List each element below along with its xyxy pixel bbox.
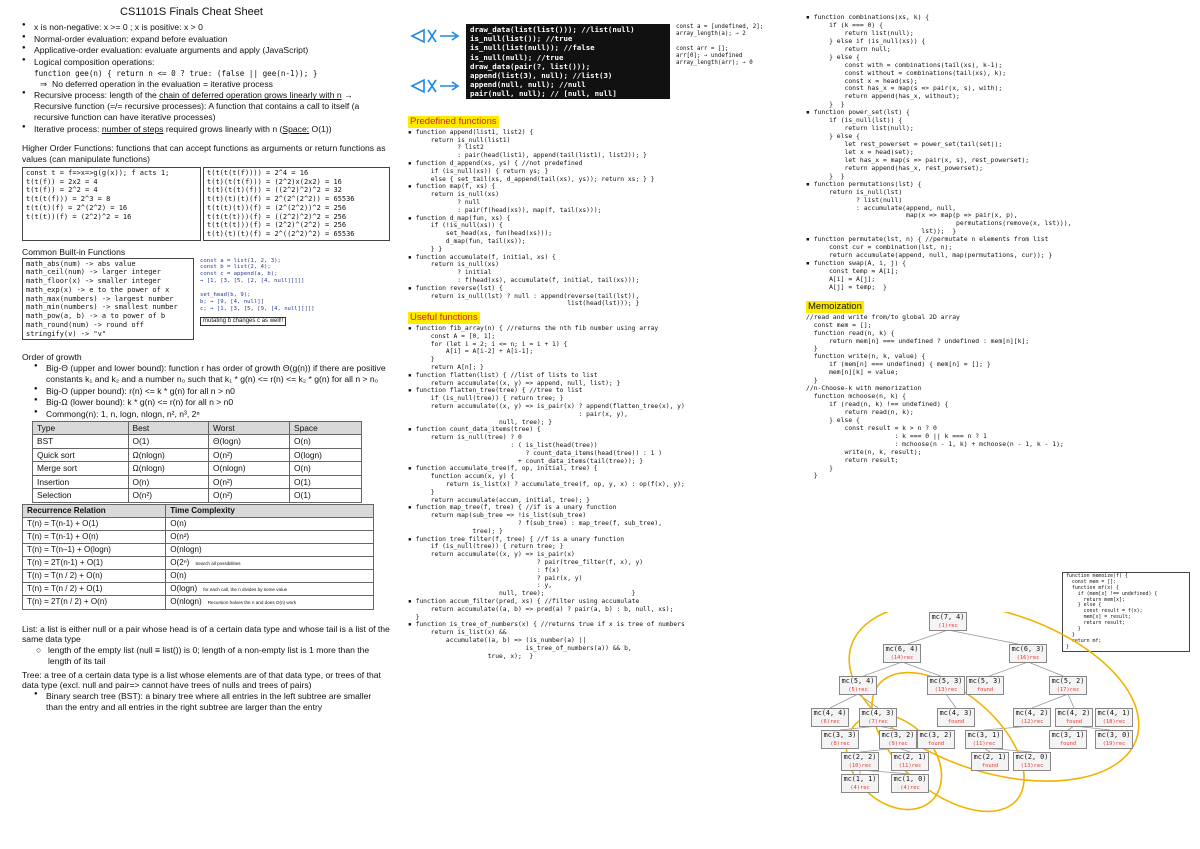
tree-node-rec: (10)rec [848, 763, 872, 769]
sort-table-cell: O(n²) [209, 489, 290, 503]
iterative-text-c: O(1)) [309, 123, 332, 134]
tree-node-rec: (13)rec [934, 687, 958, 693]
tree-node-rec: (4)rec [850, 785, 870, 791]
sort-table-cell: BST [33, 435, 129, 449]
memoize-box: function memoize(f) { const mem = []; function mf(x) { if (mem[x] !== undefined) { return mem[x]; } else { const result = f(x); mem[x] = result; return result; } } return mf; } [1062, 572, 1190, 652]
complexity-note: for each call, the n divides by some value [203, 587, 288, 593]
tree-node-rec: found [1065, 719, 1083, 725]
tree-node-rec: (9)rec [888, 741, 908, 747]
hof-box-left: const t = f=>x=>g(g(x)); f acts 1; t(t(f)) = 2x2 = 4 t(t(f)) = 2^2 = 4 t(t(t(f))) = 2^3 = 8 t(t(t)(f) = 2^(2^2) = 16 t(t(t))(f) = (2^2)^2 = 16 [22, 167, 201, 241]
bullet-nonnegative: ● x is non-negative: x >= 0 ; x is positive: x > 0 [22, 22, 390, 33]
builtin-side-note: mutating b changes c as well!! [200, 317, 286, 327]
tree-node-label: mc(1, 0) [893, 775, 927, 783]
iterative-space-label: Space: [282, 123, 310, 134]
recurrence-table-row [23, 557, 374, 570]
tree-node-label: mc(3, 3) [823, 731, 857, 739]
list-definition [22, 624, 390, 667]
sort-table-cell: O(1) [128, 435, 209, 449]
tree-node-label: mc(3, 2) [881, 731, 915, 739]
tree-node-rec: found [1059, 741, 1077, 747]
bullet-applicative-order: ● Applicative-order evaluation: evaluate arguments and apply (JavaScript) [22, 45, 390, 56]
list-sub-text: length of the empty list (null ≡ list()) is 0; length of a non-empty list is 1 more than the length of its tail [48, 645, 370, 666]
iterative-text-underlined: number of steps [101, 123, 164, 134]
tree-node-label: mc(2, 0) [1015, 753, 1049, 761]
sort-table-cell: O(n²) [209, 448, 290, 462]
bullet-logical-ops [22, 57, 390, 89]
sort-table-row [33, 462, 362, 476]
complexity-value: O(n) [170, 518, 187, 528]
gee-note: No deferred operation in the evaluation = iterative process [51, 78, 273, 89]
tree-node [1013, 752, 1051, 771]
recurrence-table-row [23, 570, 374, 583]
arrow-icon: ⇒ [40, 78, 52, 89]
tree-node-rec: (4)rec [900, 785, 920, 791]
complexity-value: O(n²) [170, 531, 190, 541]
sort-table-cell: O(n²) [128, 489, 209, 503]
order-bullet-theta: ● Big-Θ (upper and lower bound): function r has order of growth Θ(g(n)) if there are positive constants k₁ and k₂ and a number n₀ such that k₁ * g(n) <= r(n) <= k₂ * g(n) for all n > n₀ [34, 363, 390, 384]
column-3 [798, 0, 1198, 849]
recurrence-complexity-cell [166, 557, 374, 570]
tree-node-label: mc(5, 4) [841, 677, 875, 685]
tree-node [971, 752, 1009, 771]
recurrence-relation-cell: T(n) = T(n-1) + O(n) [23, 530, 166, 543]
bst-bullets [22, 691, 390, 712]
bullet-normal-order: ● Normal-order evaluation: expand before evaluation [22, 34, 390, 45]
tree-node [841, 774, 879, 793]
tree-node-label: mc(5, 3) [968, 677, 1002, 685]
tree-node-rec: (16)rec [1016, 655, 1040, 661]
recurrence-relation-cell: T(n) = 2T(n-1) + O(1) [23, 557, 166, 570]
sort-table-row [33, 475, 362, 489]
tree-node [1009, 644, 1047, 663]
order-bullet-bigo: ● Big-O (upper bound): r(n) <= k * g(n) for all n > n0 [34, 386, 390, 397]
recurrence-table [22, 504, 374, 610]
tree-node-label: mc(4, 2) [1057, 709, 1091, 717]
builtin-section [22, 258, 390, 341]
tree-node [1049, 676, 1087, 695]
tree-node-rec: (1)rec [938, 623, 958, 629]
intro-bullets [22, 22, 390, 134]
tree-node-label: mc(4, 3) [861, 709, 895, 717]
predefined-code: ▪ function append(list1, list2) { return is_null(list1) ? list2 : pair(head(list1), append(tail(list1), list2)); } ▪ function d_append(xs, ys) { //not predefined if (is_null(xs)) { return ys; } else { set_tail(xs, d_append(tail(xs), ys)); return xs; } } ▪ function map(f, xs) { return is_null(xs) ? null : pair(f(head(xs)), map(f, tail(xs))); ▪ function d_map(fun, xs) { if (!is_null(xs)) { set_head(xs, fun(head(xs))); d_map(fun, tail(xs)); } } ▪ function accumulate(f, initial, xs) { return is_null(xs) ? initial : f(head(xs), accumulate(f, initial, tail(xs))); ▪ function reverse(lst) { return is_null(lst) ? null : append(reverse(tail(lst)), list(head(lst))); } [408, 128, 655, 308]
tree-node-label: mc(6, 4) [885, 645, 919, 653]
bullet-iterative [22, 124, 390, 135]
combinatorics-code: ▪ function combinations(xs, k) { if (k === 0) { return list(null); } else if (is_null(xs)) { return null; } else { const with = combinations(tail(xs), k-1); const without = combinations(tail(xs), k); const x = head(xs); const has_x = map(s => pair(x, s), with); return append(has_x, without); } } ▪ function power_set(lst) { if (is_null(lst)) { return list(null); } else { let rest_powerset = power_set(tail(set)); let x = head(set); let has_x = map(s => pair(x, s), rest_powerset); return append(has_x, rest_powerset); } } ▪ function permutations(lst) { return is_null(lst) ? list(null) : accumulate(append, null, map(x => map(p => pair(x, p), permutations(remove(x, lst))), lst)); } ▪ function permutate(lst, n) { //permutate n elements from list const cur = combination(lst, n); return accumulate(append, null, map(permutations, cur)); } ▪ function swap(A, i, j) { const temp = A[i]; A[i] = A[j]; A[j] = temp; } [806, 13, 1072, 291]
order-bullet-omega: ● Big-Ω (lower bound): k * g(n) <= r(n) for all n > n0 [34, 397, 390, 408]
sort-table-cell: O(logn) [290, 448, 362, 462]
complexity-value: O(nlogn) [170, 597, 202, 607]
logical-ops-label: Logical composition operations: [34, 57, 155, 68]
sort-table-cell: Selection [33, 489, 129, 503]
tree-node [811, 708, 849, 727]
tree-node-label: mc(1, 1) [843, 775, 877, 783]
recursive-text-underlined: chain of deferred operation grows linearly with n [159, 90, 342, 101]
recurrence-table-row [23, 544, 374, 557]
recurrence-relation-cell: T(n) = 2T(n / 2) + O(n) [23, 596, 166, 609]
complexity-value: O(n) [170, 571, 187, 581]
tree-node-label: mc(2, 1) [973, 753, 1007, 761]
sort-table-header: Worst [209, 421, 290, 435]
tree-node-label: mc(4, 2) [1015, 709, 1049, 717]
recursive-text-b: → Recursive function (=/= recursive processes): A function that contains a call to itself (a recursive function can have iterative processes) [34, 90, 360, 122]
sort-table [32, 421, 362, 503]
order-bullet-common: ● Commong(n): 1, n, logn, nlogn, n², n³, 2ⁿ [34, 409, 390, 420]
sort-table-cell: O(n) [290, 462, 362, 476]
gee-code: function gee(n) { return n <= 0 ? true: (false || gee(n-1)); } [34, 68, 318, 78]
tree-node-label: mc(3, 1) [1051, 731, 1085, 739]
tree-node-label: mc(2, 2) [843, 753, 877, 761]
tree-node [965, 730, 1003, 749]
tree-node-rec: (8)rec [830, 741, 850, 747]
tree-node-label: mc(6, 3) [1011, 645, 1045, 653]
tree-node-rec: (7)rec [868, 719, 888, 725]
iterative-text-a: Iterative process: [34, 123, 102, 134]
builtin-title: Common Built-in Functions [22, 246, 126, 257]
order-title: Order of growth [22, 352, 82, 363]
sort-table-cell: Ω(nlogn) [128, 462, 209, 476]
tree-edges [798, 612, 1190, 842]
tree-node [891, 774, 929, 793]
sort-table-cell: O(nlogn) [209, 462, 290, 476]
tree-node-label: mc(4, 4) [813, 709, 847, 717]
tree-node-label: mc(3, 2) [919, 731, 953, 739]
list-sub [22, 645, 390, 666]
complexity-note: Recursion halves the n and does O(n) work [207, 600, 297, 606]
tree-node [839, 676, 877, 695]
complexity-value: O(nlogn) [170, 545, 202, 555]
builtin-side-code: const a = list(1, 2, 3); const b = list(2, 4); const c = append(a, b); → [1, [3, [5, [2, [4, null]]]]] set_head(b, 9); b; → [9, [4, null]] c; → [1, [3, [5, [9, [4, null]]]]] [200, 257, 315, 312]
tree-node-label: mc(4, 3) [939, 709, 973, 717]
recurrence-complexity-cell [166, 530, 374, 543]
complexity-note: Search all possibilities [195, 561, 241, 567]
tree-node-rec: (13)rec [1020, 763, 1044, 769]
recurrence-table-row [23, 596, 374, 609]
mchoose-tree [798, 612, 1190, 842]
tree-node [966, 676, 1004, 695]
list-examples-row [408, 24, 790, 114]
tree-node-rec: found [981, 763, 999, 769]
tree-node-rec: (19)rec [1102, 741, 1126, 747]
tree-node-rec: (12)rec [1020, 719, 1044, 725]
sort-table-cell: Insertion [33, 475, 129, 489]
sort-table-header: Best [128, 421, 209, 435]
sort-table-cell: O(1) [290, 475, 362, 489]
recurrence-table-row [23, 530, 374, 543]
tree-node [879, 730, 917, 749]
tree-node [1095, 730, 1133, 749]
recursive-text-a: Recursive process: length of the [34, 90, 160, 101]
page-title: CS1101S Finals Cheat Sheet [120, 6, 263, 18]
sort-table-row [33, 435, 362, 449]
recurrence-table-header: Time Complexity [166, 504, 374, 517]
useful-code: ▪ function fib_array(n) { //returns the nth fib number using array const A = [0, 1]; for (let i = 2; i <= n; i = i + 1) { A[i] = A[i-2] + A[i-1]; } return A[n]; } ▪ function flatten(list) { //list of lists to list return accumulate((x, y) => append, null, list); } ▪ function flatten_tree(tree) { //tree to list if (is_null(tree)) { return tree; } return accumulate((x, y) => is_pair(x) ? append(flatten_tree(x), y) : pair(x, y), null, tree); } ▪ function count_data_items(tree) { return is_null(tree) ? 0 : ( is_list(head(tree)) ? count_data_items(head(tree)) : 1 ) + count_data_items(tail(tree)); } ▪ function accumulate_tree(f, op, initial, tree) { function accum(x, y) { return is_list(x) ? accumulate_tree(f, op, y, x) : op(f(x), y); } return accumulate(accum, initial, tree); } ▪ function map_tree(f, tree) { //if is a unary function return map(sub_tree => !is_list(sub_tree) ? f(sub_tree) : map_tree(f, sub_tree), tree); } ▪ function tree_filter(f, tree) { //f is a unary function if (is_null(tree)) { return tree; } return accumulate((x, y) => is_pair(x) ? pair(tree_filter(f, x), y) : f(x) ? pair(x, y) : y, null, tree); } ▪ function accum_filter(pred, xs) { //filter using accumulate return accumulate((a, b) => pred(a) ? pair(a, b) : b, null, xs); } ▪ function is_tree_of_numbers(x) { //returns true if x is tree of numbers return is_list(x) && accumulate((a, b) => (is_number(a) || is_tree_of_numbers(a)) && b, true, x); } [408, 325, 685, 660]
builtin-side [200, 258, 370, 341]
recurrence-complexity-cell [166, 517, 374, 530]
tree-node [1049, 730, 1087, 749]
sort-table-cell: Θ(logn) [209, 435, 290, 449]
recurrence-complexity-cell [166, 544, 374, 557]
tree-node-label: mc(5, 3) [929, 677, 963, 685]
column-2 [400, 0, 792, 849]
recurrence-relation-cell: T(n) = T(n-1) + O(1) [23, 517, 166, 530]
sort-table-cell: O(n²) [209, 475, 290, 489]
recurrence-relation-cell: T(n) = T(n / 2) + O(1) [23, 583, 166, 596]
tree-node [927, 676, 965, 695]
tree-node [821, 730, 859, 749]
tree-node-label: mc(7, 4) [931, 613, 965, 621]
memoization-code: //read and write from/to global 2D array const mem = []; function read(n, k) { return mem[n] === undefined ? undefined : mem[n][k]; } function write(n, k, value) { if (mem[n] === undefined) { mem[n] = []; } mem[n][k] = value; } //n-Choose-k with memorization function mchoose(n, k) { if (read(n, k) !== undefined) { return read(n, k); } else { const result = k > n ? 0 : k === 0 || k === n ? 1 : mchoose(n - 1, k) + mchoose(n - 1, k - 1); write(n, k, result); return result; } } [806, 312, 1064, 480]
hof-description: Higher Order Functions: functions that can accept functions as arguments or return functions as values (can manipulate functions) [22, 143, 386, 165]
bullet-recursive [22, 90, 390, 122]
tree-node-rec: (18)rec [1102, 719, 1126, 725]
tree-node-label: mc(2, 1) [893, 753, 927, 761]
sort-table-cell: O(n) [290, 435, 362, 449]
sort-table-header: Space [290, 421, 362, 435]
sort-table-row [33, 448, 362, 462]
recurrence-complexity-cell [166, 570, 374, 583]
tree-node [937, 708, 975, 727]
iterative-text-b: required grows linearly with n ( [163, 123, 283, 134]
tree-node-rec: (17)rec [1056, 687, 1080, 693]
tree-node-rec: found [976, 687, 994, 693]
sort-table-cell: O(n) [128, 475, 209, 489]
tree-definition: Tree: a tree of a certain data type is a list whose elements are of that data type, or trees of that data type (excl. null and pair=> cannot have trees of nulls and trees of pairs) [22, 669, 381, 691]
predefined-header: Predefined functions [410, 116, 497, 127]
tree-node [929, 612, 967, 631]
tree-node [859, 708, 897, 727]
recurrence-table-row [23, 517, 374, 530]
tree-node [1013, 708, 1051, 727]
bst-definition: ● Binary search tree (BST): a binary tree where all entries in the left subtree are smaller than the entry and all entries in the right subtree are larger than the entry [34, 691, 390, 712]
recurrence-complexity-cell [166, 596, 374, 609]
tree-node [1055, 708, 1093, 727]
hof-boxes [22, 167, 390, 241]
order-bullets [22, 363, 390, 420]
tree-node [917, 730, 955, 749]
complexity-value: O(2ⁿ) [170, 558, 190, 568]
tree-node [883, 644, 921, 663]
sort-table-cell: Merge sort [33, 462, 129, 476]
recurrence-relation-cell: T(n) = T(n–1) + O(logn) [23, 544, 166, 557]
tree-node [1095, 708, 1133, 727]
column-1 [0, 0, 396, 849]
list-text: List: a list is either null or a pair whose head is of a certain data type and whose tail is a list of the same data type [22, 623, 390, 645]
recurrence-table-header: Recurrence Relation [23, 504, 166, 517]
sort-table-row [33, 489, 362, 503]
sort-table-cell: O(1) [290, 489, 362, 503]
complexity-value: O(logn) [170, 584, 198, 594]
hof-box-right: t(t(t(t(f)))) = 2^4 = 16 t(t)(t(t(f))) = (2^2)x(2x2) = 16 t(t)(t(t)(f)) = ((2^2)^2)^2 = 32 t(t)(t)(t)(f) = 2^(2^(2^2)) = 65536 t(t(t)(t))(f) = (2^(2^2))^2 = 256 t(t(t(t)))(f) = ((2^2)^2)^2 = 256 t(t(t(t)))(f) = (2^2)^(2^2) = 256 t(t)(t)(t)(f) = 2^((2^2)^2) = 65536 [203, 167, 390, 241]
recurrence-complexity-cell [166, 583, 374, 596]
circle-bullet-icon: ○ [36, 645, 42, 656]
recurrence-relation-cell: T(n) = T(n / 2) + O(n) [23, 570, 166, 583]
array-examples: const a = [undefined, 2]; array_length(a); → 2 const arr = []; arr[0]; → undefined array_length(arr); → 0 [676, 24, 764, 66]
tree-node-rec: (14)rec [890, 655, 914, 661]
useful-header: Useful functions [410, 312, 478, 324]
handwritten-arrows-icon [408, 24, 466, 114]
tree-node-rec: (5)rec [848, 687, 868, 693]
tree-node [891, 752, 929, 771]
list-examples-dark: draw_data(list(list())); //list(null) is_null(list()); //true is_null(list(null)); //false is_null(null); //true draw_data(pair(?, list())); append(list(3), null); //list(3) append(null, null); //null pair(null, null); // [null, null] [466, 24, 670, 99]
tree-node-label: mc(3, 1) [967, 731, 1001, 739]
tree-node-rec: (11)rec [972, 741, 996, 747]
tree-node-rec: (6)rec [820, 719, 840, 725]
builtin-box: math_abs(num) -> abs value math_ceil(num) -> larger integer math_floor(x) -> smaller integer math_exp(x) -> e to the power of x math_max(numbers) -> largest number math_min(numbers) -> smallest number math_pow(a, b) -> a to power of b math_round(num) -> round off stringify(v) -> "v" [22, 258, 194, 341]
recurrence-table-row [23, 583, 374, 596]
memoization-header: Memoization [808, 300, 862, 312]
tree-node-rec: (11)rec [898, 763, 922, 769]
tree-node-label: mc(4, 1) [1097, 709, 1131, 717]
tree-node-label: mc(3, 0) [1097, 731, 1131, 739]
sort-table-cell: Quick sort [33, 448, 129, 462]
tree-node-rec: found [927, 741, 945, 747]
tree-node-rec: found [947, 719, 965, 725]
sort-table-cell: Ω(nlogn) [128, 448, 209, 462]
tree-node-label: mc(5, 2) [1051, 677, 1085, 685]
tree-node [841, 752, 879, 771]
sort-table-header: Type [33, 421, 129, 435]
